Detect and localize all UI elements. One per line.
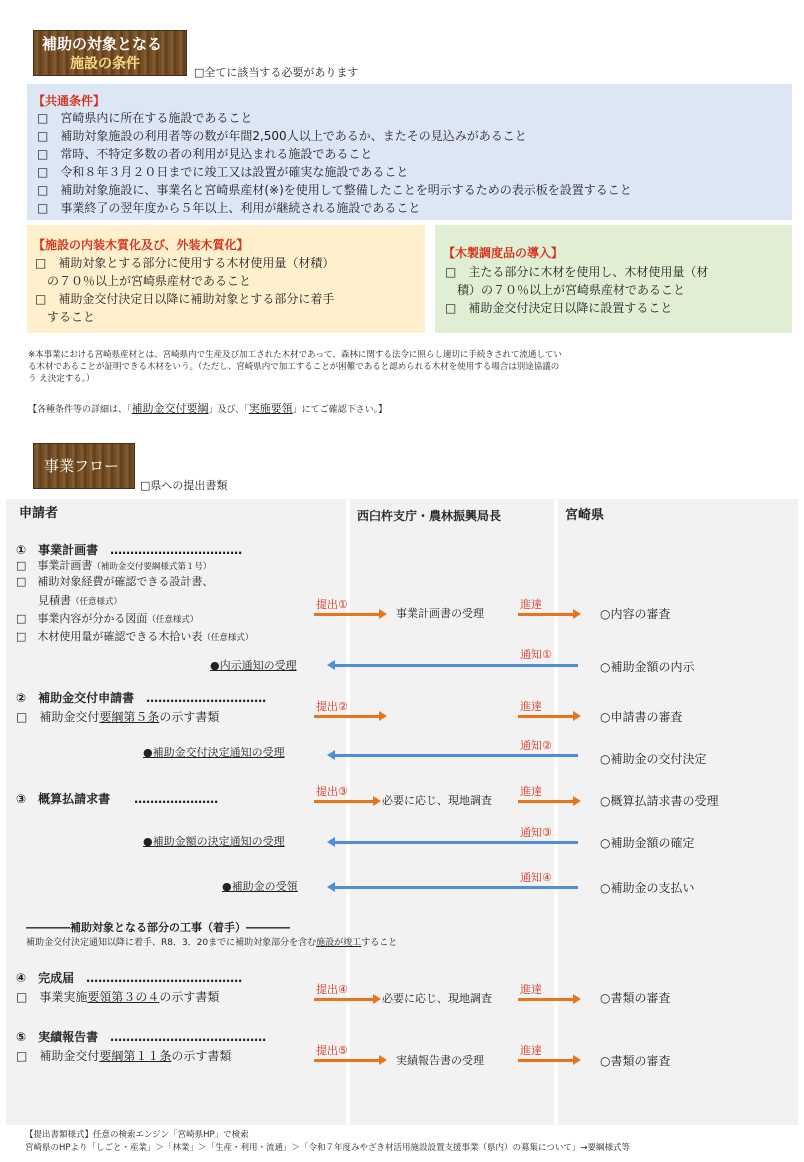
- forward-arrow-5: [518, 1059, 574, 1062]
- section-title-conditions: [33, 30, 187, 76]
- submit-arrow-1: [314, 613, 380, 616]
- step1-item-text: 見積書: [16, 594, 71, 607]
- details-note: [28, 403, 387, 416]
- forward-arrow-3: [518, 800, 574, 803]
- step1-item-note: （補助金交付要綱様式第１号）: [92, 562, 212, 572]
- step3-notice-receipt: ●補助金額の決定通知の受理: [143, 835, 285, 848]
- details-pre: 【各種条件等の詳細は、「: [28, 405, 132, 415]
- forms-note: 【提出書類様式】任意の検索エンジン「宮崎県HP」で検索: [25, 1130, 249, 1140]
- interior-line: の７０％以上が宮崎県産材であること: [35, 274, 252, 288]
- section-title-line2: 施設の条件: [70, 56, 140, 72]
- step4-item-post: の示す書類: [159, 990, 220, 1004]
- step1-item-text: □ 木材使用量が確認できる木拾い表: [16, 630, 203, 643]
- common-conditions-box: [27, 84, 792, 220]
- step2-title: ② 補助金交付申請書 …………………………: [16, 691, 267, 705]
- step1-item: [16, 594, 122, 608]
- step1-item: [16, 612, 198, 626]
- common-item: □ 宮崎県内に所在する施設であること: [37, 111, 253, 125]
- construction-note: [26, 937, 397, 949]
- step2-review: ○申請書の審査: [600, 710, 683, 724]
- forward-label-4: 進達: [520, 983, 542, 996]
- forward-label-5: 進達: [520, 1044, 542, 1057]
- common-conditions-heading: 【共通条件】: [33, 94, 106, 108]
- interior-line: すること: [35, 310, 96, 324]
- details-link-implementation[interactable]: 実施要領: [248, 402, 293, 415]
- step1-item-text: □ 補助対象経費が確認できる設計書、: [16, 575, 214, 588]
- column-header-bureau: 西臼杵支庁・農林振興局長: [357, 509, 502, 523]
- common-item: □ 令和８年３月２０日までに竣工又は設置が確実な施設であること: [37, 165, 409, 179]
- forward-arrow-4: [518, 998, 574, 1001]
- forward-label-2: 進達: [520, 700, 542, 713]
- common-item: □ 常時、不特定多数の者の利用が見込まれる施設であること: [37, 147, 373, 161]
- step3-result: ○補助金額の確定: [600, 836, 695, 850]
- step4-item-pre: □ 事業実施: [16, 990, 88, 1004]
- flow-title-text: 事業フロー: [44, 457, 120, 475]
- step1-item-text: □ 事業計画書: [16, 559, 93, 572]
- step4-item: [16, 989, 219, 1005]
- footnote-line: う え決定する。）: [28, 374, 95, 384]
- step3-title: ③ 概算払請求書 …………………: [16, 792, 219, 806]
- notice-label-3: 通知③: [520, 826, 552, 839]
- furniture-line: □ 補助金交付決定日以降に設置すること: [445, 301, 673, 315]
- step2-item: [16, 709, 219, 725]
- submit-arrow-2: [314, 715, 380, 718]
- notice-arrow-4: [334, 886, 578, 889]
- column-header-prefecture: 宮崎県: [565, 508, 605, 523]
- step4-title: ④ 完成届 …………………………………: [16, 971, 243, 985]
- interior-heading: 【施設の内装木質化及び、外装木質化】: [33, 238, 249, 252]
- submit-arrow-3: [314, 800, 374, 803]
- step4-mid: 必要に応じ、現地調査: [382, 992, 492, 1005]
- footnote-line: ※本事業における宮崎県産材とは、宮崎県内で生産及び加工された木材であって、森林に関する法令に照らし適切に手続きされて流通してい: [28, 350, 562, 360]
- forward-label-3: 進達: [520, 785, 542, 798]
- notice-label-4: 通知④: [520, 871, 552, 884]
- common-item: □ 事業終了の翌年度から５年以上、利用が継続される施設であること: [37, 201, 421, 215]
- submit-arrow-4: [314, 998, 374, 1001]
- interior-line: □ 補助対象とする部分に使用する木材使用量（材積）: [35, 256, 335, 270]
- step1-item: [16, 630, 253, 644]
- step2-notice-receipt: ●補助金交付決定通知の受理: [143, 746, 285, 759]
- submit-label-3: 提出③: [316, 785, 348, 798]
- step4-item-link[interactable]: 要領第３の４: [87, 990, 160, 1004]
- step3-review: ○概算払請求書の受理: [600, 794, 719, 808]
- notice-label-2: 通知②: [520, 739, 552, 752]
- notice-arrow-1: [334, 664, 578, 667]
- construction-note-link: 施設が竣工: [316, 938, 362, 948]
- construction-note-post: すること: [361, 938, 398, 948]
- step1-notice-receipt: ●内示通知の受理: [210, 659, 297, 672]
- step2-result: ○補助金の交付決定: [600, 752, 707, 766]
- step3-mid: 必要に応じ、現地調査: [382, 794, 492, 807]
- interior-conditions-box: [27, 225, 425, 333]
- column-divider: [346, 499, 350, 1125]
- forward-label-1: 進達: [520, 598, 542, 611]
- step1-item: [16, 575, 213, 589]
- section-title-line1: 補助の対象となる: [42, 35, 163, 53]
- step1-title: ① 事業計画書 ……………………………: [16, 543, 243, 557]
- furniture-conditions-box: [435, 225, 792, 333]
- submit-label-2: 提出②: [316, 700, 348, 713]
- conditions-note: □全てに該当する必要があります: [194, 66, 359, 79]
- furniture-line: 積）の７０％以上が宮崎県産材であること: [445, 283, 686, 297]
- interior-line: □ 補助金交付決定日以降に補助対象とする部分に着手: [35, 292, 335, 306]
- step1-review: ○内容の審査: [600, 607, 671, 621]
- forward-arrow-1: [518, 613, 574, 616]
- furniture-heading: 【木製調度品の導入】: [443, 246, 564, 260]
- details-link-subsidy-rules[interactable]: 補助金交付要綱: [131, 402, 209, 415]
- step1-item-note: （任意様式）: [147, 615, 199, 625]
- step5-item-post: の示す書類: [171, 1049, 232, 1063]
- step1-item-text: □ 事業内容が分かる図面: [16, 612, 148, 625]
- notice-arrow-2: [334, 754, 578, 757]
- step1-item-note: （任意様式）: [71, 597, 123, 607]
- step2-item-link[interactable]: 要綱第５条: [99, 710, 160, 724]
- step1-mid: 事業計画書の受理: [396, 607, 484, 620]
- footnote-line: る木材であることが証明できる木材をいう。（ただし、宮崎県内で加工することが困難であると認められる木材を使用する場合は別途協議の: [28, 362, 560, 372]
- column-header-applicant: 申請者: [19, 506, 59, 521]
- notice-label-1: 通知①: [520, 648, 552, 661]
- details-post: 」にてご確認下さい。】: [292, 405, 388, 415]
- step1-item: [16, 559, 211, 573]
- section-title-flow: [33, 443, 135, 489]
- submit-label-4: 提出④: [316, 983, 348, 996]
- step5-item-link[interactable]: 要綱第１１条: [99, 1049, 172, 1063]
- step1-result: ○補助金額の内示: [600, 660, 695, 674]
- submit-label-1: 提出①: [316, 598, 348, 611]
- forms-path: 宮崎県のHPより「しごと・産業」＞「林業」＞「生産・利用・流通」＞「令和７年度みやざき材活用施設設置支援事業（県内）の募集について」→要綱様式等: [25, 1143, 630, 1153]
- details-mid: 」及び、「: [208, 405, 249, 415]
- step5-title: ⑤ 実績報告書 …………………………………: [16, 1030, 267, 1044]
- common-item: □ 補助対象施設に、事業名と宮崎県産材(※)を使用して整備したことを明示するための表示板を設置すること: [37, 183, 632, 197]
- step2-item-pre: □ 補助金交付: [16, 710, 100, 724]
- step5-review: ○書類の審査: [600, 1054, 671, 1068]
- column-divider: [554, 499, 558, 1125]
- construction-title: ――――補助対象となる部分の工事（着手）――――: [26, 921, 290, 934]
- submit-label-5: 提出⑤: [316, 1044, 348, 1057]
- step5-mid: 実績報告書の受理: [396, 1054, 484, 1067]
- step5-item-pre: □ 補助金交付: [16, 1049, 100, 1063]
- step1-item-note: （任意様式）: [202, 633, 254, 643]
- step5-item: [16, 1048, 231, 1064]
- step2-item-post: の示す書類: [159, 710, 220, 724]
- notice-arrow-3: [334, 841, 578, 844]
- common-item: □ 補助対象施設の利用者等の数が年間2,500人以上であるか、またその見込みがあること: [37, 129, 527, 143]
- subsidy-payment: ○補助金の支払い: [600, 881, 695, 895]
- subsidy-receipt: ●補助金の受領: [222, 880, 298, 893]
- furniture-line: □ 主たる部分に木材を使用し、木材使用量（材: [445, 265, 709, 279]
- step4-review: ○書類の審査: [600, 991, 671, 1005]
- forward-arrow-2: [518, 715, 574, 718]
- flow-note: □県への提出書類: [140, 479, 228, 492]
- construction-note-pre: 補助金交付決定通知以降に着手、R8．3．20までに補助対象部分を含む: [26, 938, 317, 948]
- submit-arrow-5: [314, 1059, 380, 1062]
